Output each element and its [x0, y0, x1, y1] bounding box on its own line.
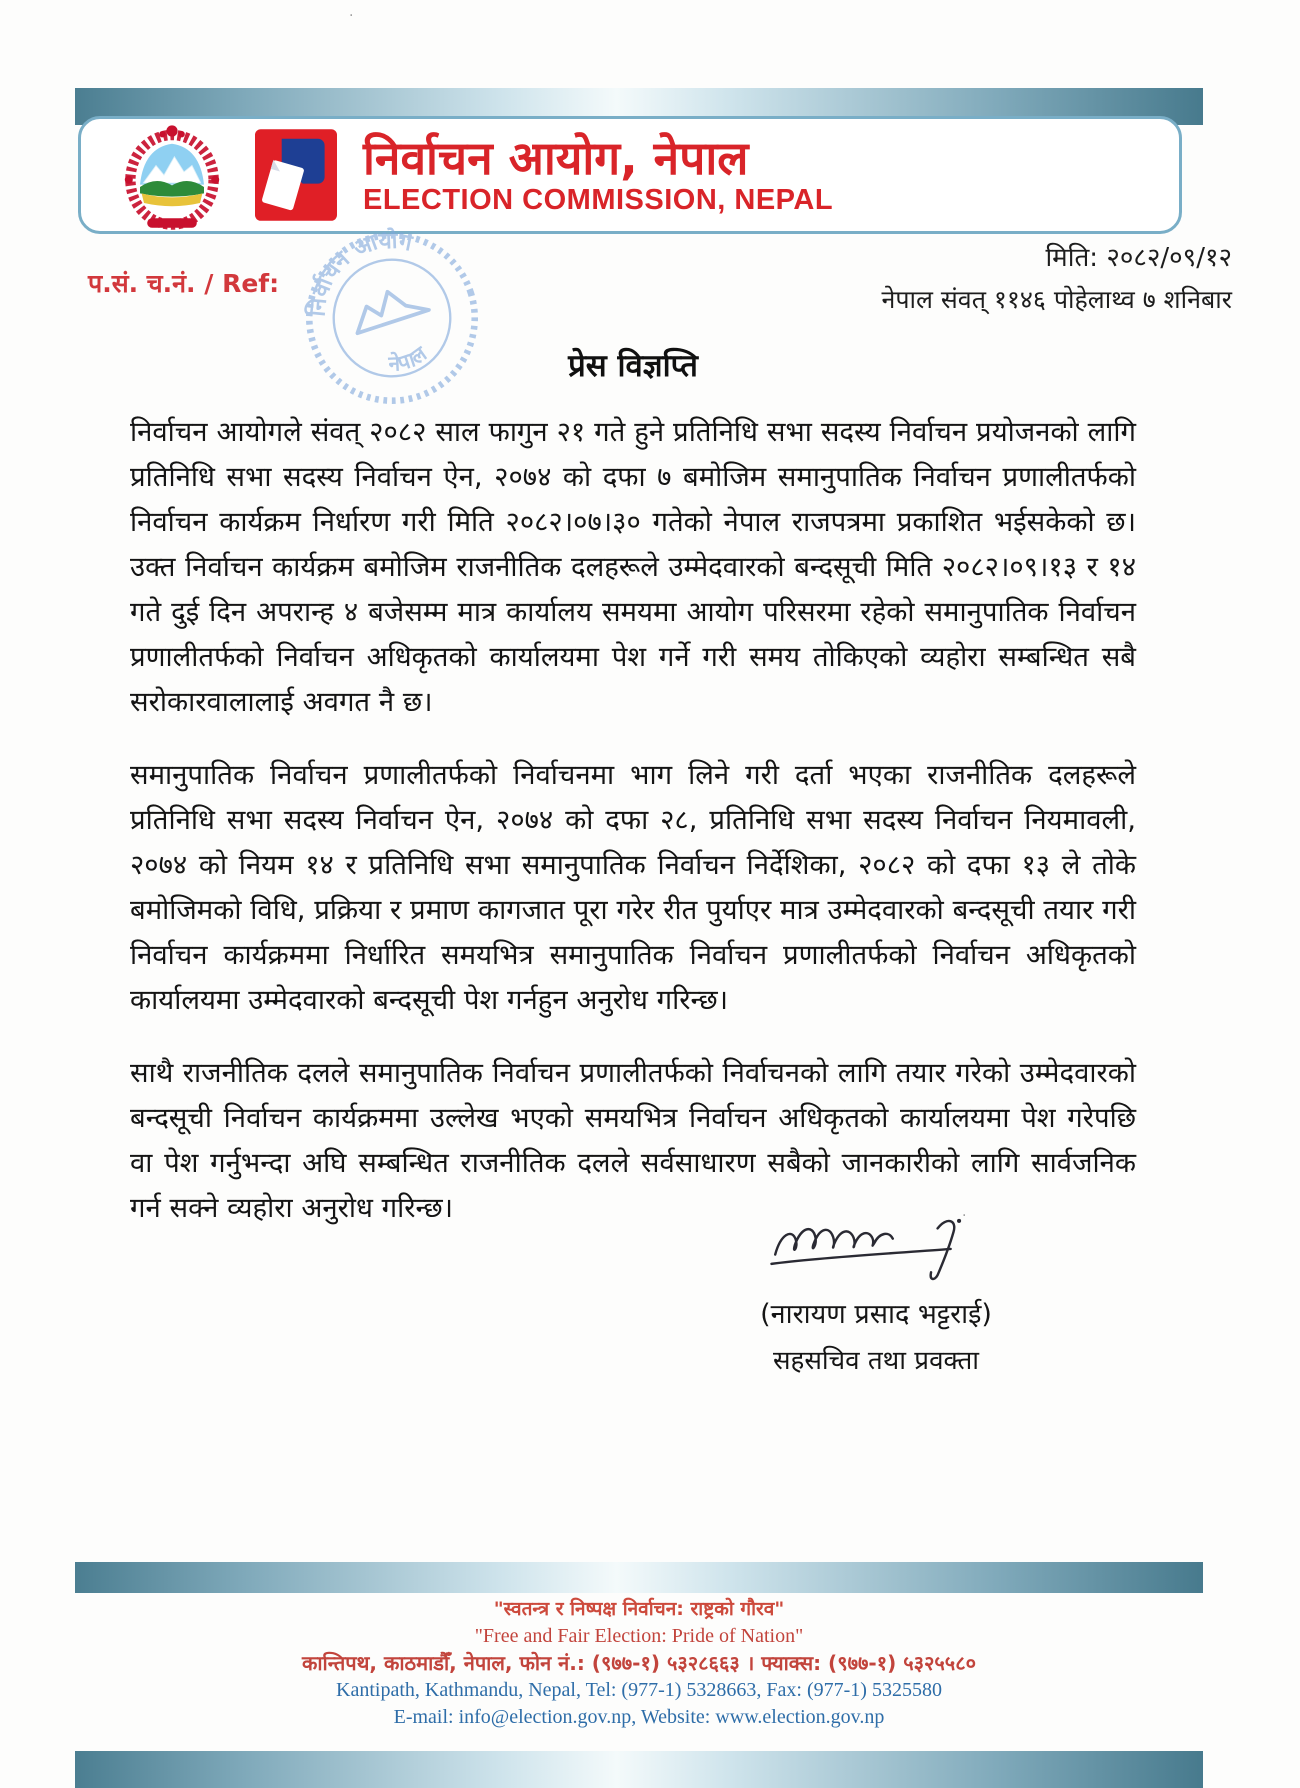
date-block — [881, 238, 1232, 316]
footer-email-website: E-mail: info@election.gov.np, Website: www.election.gov.np — [393, 1706, 885, 1728]
issue-date-nepal-samvat: नेपाल संवत् ११४६ पोहेलाथ्व ७ शनिबार — [881, 285, 1232, 314]
letter-body — [130, 410, 1136, 1259]
stamp-text-top: निर्वाचन आयोग — [304, 227, 415, 318]
letterhead-titles — [337, 131, 834, 216]
bottom-accent-bar — [75, 1751, 1203, 1788]
scan-speck: · — [349, 8, 354, 24]
body-paragraph-2: समानुपातिक निर्वाचन प्रणालीतर्फको निर्वाचनमा भाग लिने गरी दर्ता भएका राजनीतिक दलहरूले प्रतिनिधि सभा सदस्य निर्वाचन ऐन, २०७४ को दफा २८, प्रतिनिधि सभा सदस्य निर्वाचन नियमावली, २०७४ को नियम १४ र प्रतिनिधि सभा समानुपातिक निर्वाचन निर्देशिका, २०८२ को दफा १३ ले तोके बमोजिमको विधि, प्रक्रिया र प्रमाण कागजात पूरा गरेर रीत पुर्याएर मात्र उम्मेदवारको बन्दसूची तयार गरी निर्वाचन कार्यक्रममा निर्धारित समयभित्र समानुपातिक निर्वाचन प्रणालीतर्फको निर्वाचन अधिकृतको कार्यालयमा उम्मेदवारको बन्दसूची पेश गर्नहुन अनुरोध गरिन्छ। — [130, 759, 1136, 1016]
footer-slogan-nepali: "स्वतन्त्र र निष्पक्ष निर्वाचन: राष्ट्रको गौरव" — [493, 1598, 785, 1620]
press-release-title: प्रेस विज्ञप्ति — [568, 348, 698, 384]
nepal-coat-of-arms-icon — [111, 119, 233, 231]
signatory-name: (नारायण प्रसाद भट्टराई) — [760, 1299, 992, 1330]
org-title-nepali: निर्वाचन आयोग, नेपाल — [363, 131, 749, 185]
footer-slogan-english: "Free and Fair Election: Pride of Nation" — [474, 1625, 804, 1647]
footer-accent-bar — [75, 1562, 1203, 1593]
footer-block — [75, 1600, 1203, 1734]
official-stamp-icon — [274, 200, 511, 437]
body-paragraph-3: साथै राजनीतिक दलले समानुपातिक निर्वाचन प्रणालीतर्फको निर्वाचनको लागि तयार गरेको उम्मेदवारको बन्दसूची निर्वाचन कार्यक्रममा उल्लेख भएको समयभित्र निर्वाचन अधिकृतको कार्यालयमा पेश गरेपछि वा पेश गर्नुभन्दा अघि सम्बन्धित राजनीतिक दलले सर्वसाधारण सबैको जानकारीको लागि सार्वजनिक गर्न सक्ने व्यहोरा अनुरोध गरिन्छ। — [130, 1057, 1136, 1224]
scan-speck: · — [962, 1208, 967, 1224]
election-commission-logo-icon — [255, 127, 337, 223]
org-title-english: ELECTION COMMISSION, NEPAL — [363, 183, 834, 216]
signature-block — [728, 1206, 1024, 1377]
signatory-role: सहसचिव तथा प्रवक्ता — [772, 1346, 980, 1376]
footer-address-nepali: कान्तिपथ, काठमाडौँ, नेपाल, फोन नं.: (९७७-१) ५३२८६६३ । फ्याक्स: (९७७-१) ५३२५५८० — [302, 1651, 976, 1675]
body-paragraph-1: निर्वाचन आयोगले संवत् २०८२ साल फागुन २१ गते हुने प्रतिनिधि सभा सदस्य निर्वाचन प्रयोजनको लागि प्रतिनिधि सभा सदस्य निर्वाचन ऐन, २०७४ को दफा ७ बमोजिम समानुपातिक निर्वाचन प्रणालीतर्फको निर्वाचन कार्यक्रम निर्धारण गरी मिति २०८२।०७।३० गतेको नेपाल राजपत्रमा प्रकाशित भईसकेको छ। उक्त निर्वाचन कार्यक्रम बमोजिम राजनीतिक दलहरूले उम्मेदवारको बन्दसूची मिति २०८२।०९।१३ र १४ गते दुई दिन अपरान्ह ४ बजेसम्म मात्र कार्यालय समयमा आयोग परिसरमा रहेको समानुपातिक निर्वाचन प्रणालीतर्फको निर्वाचन अधिकृतको कार्यालयमा पेश गर्ने गरी समय तोकिएको व्यहोरा सम्बन्धित सबै सरोकारवालालाई अवगत नै छ। — [130, 416, 1136, 718]
handwritten-signature — [759, 1206, 993, 1290]
issue-date-bs: मिति: २०८२/०९/१२ — [1045, 243, 1232, 273]
ref-number-label: प.सं. च.नं. / Ref: — [88, 269, 280, 298]
footer-address-english: Kantipath, Kathmandu, Nepal, Tel: (977-1) 5328663, Fax: (977-1) 5325580 — [336, 1679, 942, 1701]
letterhead-box — [78, 116, 1182, 234]
stamp-text-bottom: नेपाल — [388, 341, 432, 376]
